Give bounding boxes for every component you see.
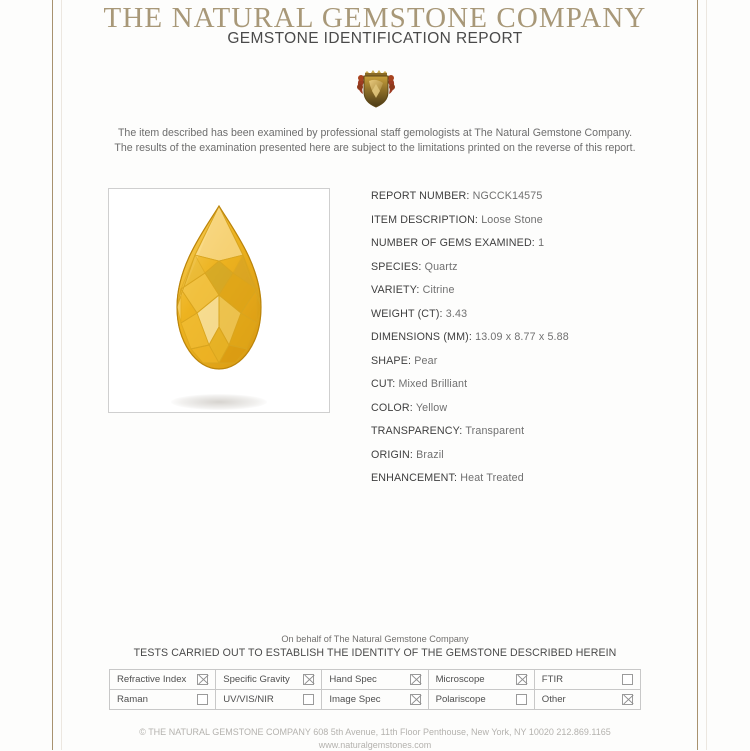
test-label: Image Spec — [329, 694, 380, 705]
test-checkbox[interactable] — [303, 694, 314, 705]
test-checkbox[interactable] — [410, 694, 421, 705]
test-label: Specific Gravity — [223, 674, 290, 685]
detail-row — [371, 331, 681, 355]
detail-row — [371, 449, 681, 473]
detail-value: Citrine — [423, 284, 455, 296]
test-label: Microscope — [436, 674, 485, 685]
gemstone-image — [157, 203, 281, 375]
test-checkbox[interactable] — [516, 674, 527, 685]
detail-row — [371, 425, 681, 449]
test-cell-specific-gravity[interactable] — [216, 670, 322, 690]
gemstone-shadow — [171, 394, 267, 410]
test-checkbox[interactable] — [197, 694, 208, 705]
test-label: Refractive Index — [117, 674, 186, 685]
heraldic-crest-icon — [352, 64, 400, 112]
detail-value: 3.43 — [446, 308, 467, 320]
test-checkbox[interactable] — [197, 674, 208, 685]
detail-value: Heat Treated — [460, 472, 524, 484]
test-checkbox[interactable] — [410, 674, 421, 685]
test-checkbox[interactable] — [622, 674, 633, 685]
test-cell-uv-vis-nir[interactable] — [216, 690, 322, 710]
test-cell-image-spec[interactable] — [322, 690, 428, 710]
test-cell-raman[interactable] — [110, 690, 216, 710]
table-row — [110, 690, 641, 710]
detail-value: Transparent — [465, 425, 524, 437]
detail-label: ENHANCEMENT: — [371, 472, 457, 484]
detail-label: DIMENSIONS (MM): — [371, 331, 472, 343]
detail-row — [371, 284, 681, 308]
company-title: THE NATURAL GEMSTONE COMPANY — [0, 2, 750, 35]
test-label: Raman — [117, 694, 148, 705]
detail-label: NUMBER OF GEMS EXAMINED: — [371, 237, 535, 249]
detail-value: NGCCK14575 — [473, 190, 543, 202]
page-footer — [0, 726, 750, 751]
disclaimer-line-2: The results of the examination presented here are subject to the limitations printed on the reverse of this report. — [0, 141, 750, 156]
test-cell-ftir[interactable] — [534, 670, 640, 690]
detail-label: CUT: — [371, 378, 395, 390]
detail-value: Quartz — [425, 261, 458, 273]
detail-value: 13.09 x 8.77 x 5.88 — [475, 331, 569, 343]
detail-row — [371, 237, 681, 261]
detail-row — [371, 190, 681, 214]
test-checkbox[interactable] — [516, 694, 527, 705]
test-label: Polariscope — [436, 694, 486, 705]
test-label: Hand Spec — [329, 674, 376, 685]
report-details-list — [371, 190, 681, 496]
detail-row — [371, 472, 681, 496]
detail-value: Yellow — [416, 402, 447, 414]
report-subtitle: GEMSTONE IDENTIFICATION REPORT — [0, 30, 750, 48]
detail-row — [371, 378, 681, 402]
detail-label: ORIGIN: — [371, 449, 413, 461]
test-checkbox[interactable] — [622, 694, 633, 705]
on-behalf-text: On behalf of The Natural Gemstone Company — [0, 634, 750, 644]
examination-disclaimer — [0, 126, 750, 156]
footer-address: © THE NATURAL GEMSTONE COMPANY 608 5th Avenue, 11th Floor Penthouse, New York, NY 10020 212.869.1165 — [0, 726, 750, 739]
detail-label: VARIETY: — [371, 284, 420, 296]
test-cell-microscope[interactable] — [428, 670, 534, 690]
test-checkbox[interactable] — [303, 674, 314, 685]
detail-row — [371, 402, 681, 426]
detail-row — [371, 355, 681, 379]
test-label: UV/VIS/NIR — [223, 694, 274, 705]
detail-label: WEIGHT (CT): — [371, 308, 443, 320]
table-row — [110, 670, 641, 690]
test-cell-polariscope[interactable] — [428, 690, 534, 710]
detail-value: 1 — [538, 237, 544, 249]
tests-checkbox-table — [109, 669, 641, 710]
detail-value: Loose Stone — [481, 214, 543, 226]
test-label: FTIR — [542, 674, 563, 685]
detail-label: ITEM DESCRIPTION: — [371, 214, 478, 226]
test-cell-hand-spec[interactable] — [322, 670, 428, 690]
footer-website[interactable]: www.naturalgemstones.com — [0, 739, 750, 751]
test-cell-other[interactable] — [534, 690, 640, 710]
disclaimer-line-1: The item described has been examined by professional staff gemologists at The Natural Gemstone Company. — [0, 126, 750, 141]
tests-heading: TESTS CARRIED OUT TO ESTABLISH THE IDENTITY OF THE GEMSTONE DESCRIBED HEREIN — [0, 647, 750, 659]
gemstone-image-frame — [108, 188, 330, 413]
detail-label: COLOR: — [371, 402, 413, 414]
detail-row — [371, 308, 681, 332]
detail-label: SHAPE: — [371, 355, 411, 367]
detail-row — [371, 214, 681, 238]
detail-label: REPORT NUMBER: — [371, 190, 470, 202]
detail-label: SPECIES: — [371, 261, 422, 273]
detail-value: Pear — [414, 355, 437, 367]
detail-label: TRANSPARENCY: — [371, 425, 462, 437]
detail-value: Mixed Brilliant — [398, 378, 467, 390]
detail-row — [371, 261, 681, 285]
test-label: Other — [542, 694, 566, 705]
detail-value: Brazil — [416, 449, 444, 461]
test-cell-refractive-index[interactable] — [110, 670, 216, 690]
